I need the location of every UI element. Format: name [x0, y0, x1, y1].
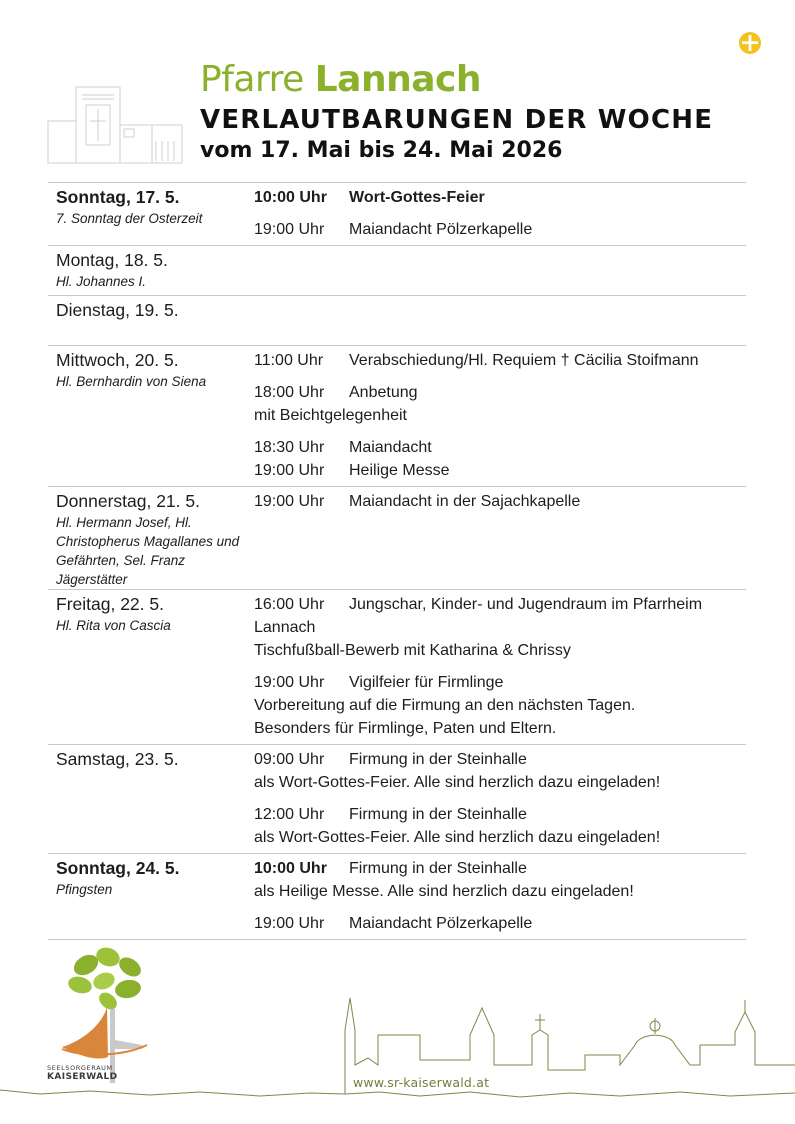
event [254, 748, 746, 803]
header [200, 58, 713, 166]
day-row [48, 246, 746, 296]
event [254, 218, 746, 245]
event [254, 912, 746, 939]
event-detail: als Wort-Gottes-Feier. Alle sind herzlich dazu eingeladen! [254, 829, 661, 846]
event-title: Maiandacht Pölzerkapelle [349, 915, 533, 932]
logo-line2: KAISERWALD [47, 1072, 118, 1082]
day-name: Donnerstag, 21. 5. [56, 491, 200, 511]
day-feast: Hl. Rita von Cascia [56, 618, 171, 633]
event-title: Anbetung [349, 384, 418, 401]
event-title: Verabschiedung/Hl. Requiem † Cäcilia Stoifmann [349, 352, 699, 369]
event-time: 10:00 Uhr [254, 860, 327, 877]
day-name: Freitag, 22. 5. [56, 594, 164, 614]
event-time: 18:00 Uhr [254, 384, 325, 401]
day-row [48, 745, 746, 854]
website-link[interactable]: www.sr-kaiserwald.at [353, 1075, 490, 1090]
event-time: 12:00 Uhr [254, 806, 325, 823]
event-detail: als Heilige Messe. Alle sind herzlich dazu eingeladen! [254, 883, 634, 900]
day-events [254, 296, 746, 345]
event-line [254, 748, 746, 771]
event-title: Maiandacht Pölzerkapelle [349, 221, 533, 238]
church-sketch-icon [46, 85, 186, 165]
event-title: Wort-Gottes-Feier [349, 189, 485, 206]
event-title: Maiandacht in der Sajachkapelle [349, 493, 581, 510]
day-info [48, 346, 254, 486]
day-name: Sonntag, 24. 5. [56, 858, 180, 878]
day-name: Sonntag, 17. 5. [56, 187, 180, 207]
day-events [254, 346, 746, 486]
event-time: 19:00 Uhr [254, 493, 325, 510]
day-info [48, 854, 254, 939]
event-detail: als Wort-Gottes-Feier. Alle sind herzlich dazu eingeladen! [254, 774, 661, 791]
day-events [254, 745, 746, 853]
event-line [254, 436, 746, 459]
event-time: 18:30 Uhr [254, 439, 325, 456]
day-name: Mittwoch, 20. 5. [56, 350, 179, 370]
event [254, 381, 746, 436]
event-title: Maiandacht [349, 439, 432, 456]
day-row [48, 296, 746, 346]
event-line [254, 349, 746, 372]
event-detail: Besonders für Firmlinge, Paten und Eltern. [254, 720, 557, 737]
day-name: Montag, 18. 5. [56, 250, 168, 270]
event [254, 490, 746, 517]
event [254, 436, 746, 486]
day-events [254, 487, 746, 589]
event-line [254, 186, 746, 209]
event-time: 19:00 Uhr [254, 915, 325, 932]
day-info [48, 745, 254, 853]
day-name: Samstag, 23. 5. [56, 749, 179, 769]
event-time: 09:00 Uhr [254, 751, 325, 768]
event-line [254, 490, 746, 513]
event-time: 16:00 Uhr [254, 596, 325, 613]
day-info [48, 246, 254, 295]
day-events [254, 590, 746, 744]
event-line [254, 459, 746, 482]
event [254, 349, 746, 381]
day-row [48, 183, 746, 246]
day-feast: Hl. Johannes I. [56, 274, 147, 289]
event-line [254, 857, 746, 880]
day-row [48, 854, 746, 940]
event-title: Firmung in der Steinhalle [349, 751, 527, 768]
day-row [48, 487, 746, 590]
schedule-table [48, 182, 746, 940]
event-line [254, 593, 746, 616]
event-line [254, 671, 746, 694]
event-detail: Lannach [254, 619, 316, 636]
day-feast: Hl. Hermann Josef, Hl. Christopherus Magallanes und Gefährten, Sel. Franz Jägerstätter [56, 515, 240, 587]
event-detail: Vorbereitung auf die Firmung an den nächsten Tagen. [254, 697, 636, 714]
event [254, 671, 746, 744]
day-feast: Pfingsten [56, 882, 113, 897]
day-feast: 7. Sonntag der Osterzeit [56, 211, 203, 226]
day-events [254, 183, 746, 245]
day-info [48, 296, 254, 345]
event-time: 11:00 Uhr [254, 352, 324, 369]
date-range: vom 17. Mai bis 24. Mai 2026 [200, 138, 563, 163]
event-title: Vigilfeier für Firmlinge [349, 674, 504, 691]
day-row [48, 346, 746, 487]
event-detail: mit Beichtgelegenheit [254, 407, 407, 424]
event-title: Firmung in der Steinhalle [349, 860, 527, 877]
day-feast: Hl. Bernhardin von Siena [56, 374, 207, 389]
event-time: 19:00 Uhr [254, 462, 325, 479]
parish-town: Lannach [314, 59, 481, 100]
event-title: Firmung in der Steinhalle [349, 806, 527, 823]
day-info [48, 590, 254, 744]
event-detail: Tischfußball-Bewerb mit Katharina & Chrissy [254, 642, 571, 659]
day-info [48, 183, 254, 245]
day-events [254, 246, 746, 295]
yellow-cross-circle-icon [739, 32, 761, 54]
event-line [254, 218, 746, 241]
day-name: Dienstag, 19. 5. [56, 300, 179, 320]
event-title: Heilige Messe [349, 462, 450, 479]
page-title: VERLAUTBARUNGEN DER WOCHE [200, 105, 714, 135]
event-title: Jungschar, Kinder- und Jugendraum im Pfarrheim [349, 596, 703, 613]
parish-name [200, 58, 713, 102]
event-line [254, 803, 746, 826]
day-info [48, 487, 254, 589]
event [254, 593, 746, 671]
event [254, 803, 746, 853]
event [254, 186, 746, 218]
event-time: 19:00 Uhr [254, 221, 325, 238]
logo-line1: SEELSORGERAUM [47, 1064, 113, 1072]
event-time: 19:00 Uhr [254, 674, 325, 691]
event-time: 10:00 Uhr [254, 189, 327, 206]
event [254, 857, 746, 912]
event-line [254, 912, 746, 935]
day-row [48, 590, 746, 745]
day-events [254, 854, 746, 939]
parish-prefix: Pfarre [200, 59, 304, 100]
event-line [254, 381, 746, 404]
